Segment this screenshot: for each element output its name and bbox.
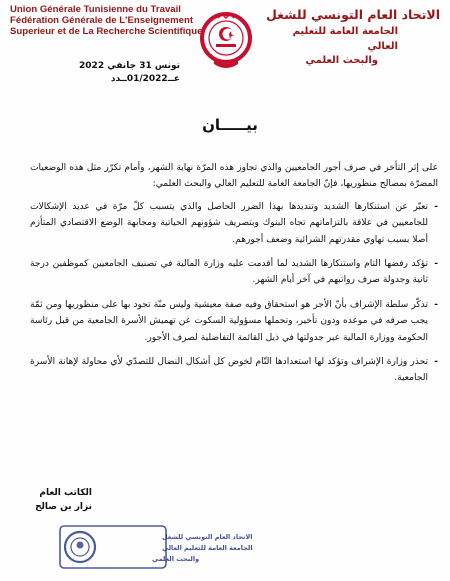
stamp-line1: الاتحاد العام التونسي للشغل: [162, 533, 253, 541]
bullet-paragraph-4: - تحذر وزارة الإشراف وتؤكد لها استعدادها التّام لخوض كل أشكال النضال للتصدّي لأي محاولة لإهانة الأسرة الجامعية.: [30, 354, 438, 387]
date-line: تونس 31 جانفي 2022: [79, 61, 180, 71]
signatory-role: الكاتب العام: [39, 488, 92, 498]
header-ar-line2: الجامعة العامة للتعليم العالي: [292, 26, 398, 52]
header-french: [10, 4, 210, 38]
bullet-paragraph-1: - تعبّر عن استنكارها الشديد وتنديدها بهذا الضرر الحاصل والذي يتسبب كلّ مرّة في عديد الإشكالات للجامعيين في علاقة بالتزاماتهم تجاه البنوك وبتصريف شؤونهم الحياتية ومجابهة الوضع الاقتصادي المتأزم أصلا بسبب تهاوي مقدرتهم الشرائية وضعف أجورهم.: [30, 199, 438, 248]
signatory-name: نزار بن صالح: [35, 502, 92, 512]
intro-paragraph: على إثر التأخر في صرف أجور الجامعيين والذي تجاوز هذه المرّة نهاية الشهر، وأمام تكرّر مثل هذه الوضعيات المضرّة بمصالح منظوريها، فإنّ الجامعة العامة للتعليم العالي والبحث العلمي:: [30, 163, 438, 190]
stamp-line2: الجامعة العامة للتعليم العالي: [162, 544, 253, 552]
bullet-paragraph-2: - تؤكد رفضها التام واستنكارها الشديد لما أقدمت عليه وزارة المالية في تصنيف الجامعيين كموظفين درجة ثانية وجدولة صرف رواتبهم في آخر أيام الشهر.: [30, 256, 438, 289]
ugtt-logo-icon: [200, 10, 252, 72]
reference-number: عــ01/2022ــدد: [110, 74, 180, 84]
bullet-paragraph-3: - تذكّر سلطة الإشراف بأنّ الأجر هو استحقاق وفيه صفة معيشية وليس منّة تجود بها على منظوريها ومن ثمّة يجب صرفه في موعده ودون تأخير، وتحملها مسؤولية السكوت عن تهميش الأسرة الجامعية من قبل رئاسة الحكومة ووزارة المالية عبر جدولتها في ذيل القائمة التفاضلية لصرف الأجور.: [30, 297, 438, 346]
header-fr-line1: Union Générale Tunisienne du Travail: [10, 4, 181, 15]
document-title: بيـــــان: [202, 116, 258, 134]
official-stamp: [58, 522, 253, 572]
header-ar-line1: الاتحاد العام التونسي للشغل: [265, 7, 440, 22]
header-fr-line2: Fédération Générale de L'Enseignement: [10, 15, 194, 27]
date-block: [70, 60, 180, 86]
signature-block: [32, 486, 92, 514]
header-fr-line3: Superieur et de La Recherche Scientifique: [10, 26, 203, 38]
document-body: [30, 160, 438, 395]
header-ar-line3: والبحث العلمي: [305, 55, 378, 66]
header-arabic: [265, 6, 440, 68]
stamp-line3: والبحث العلمي: [152, 555, 200, 563]
